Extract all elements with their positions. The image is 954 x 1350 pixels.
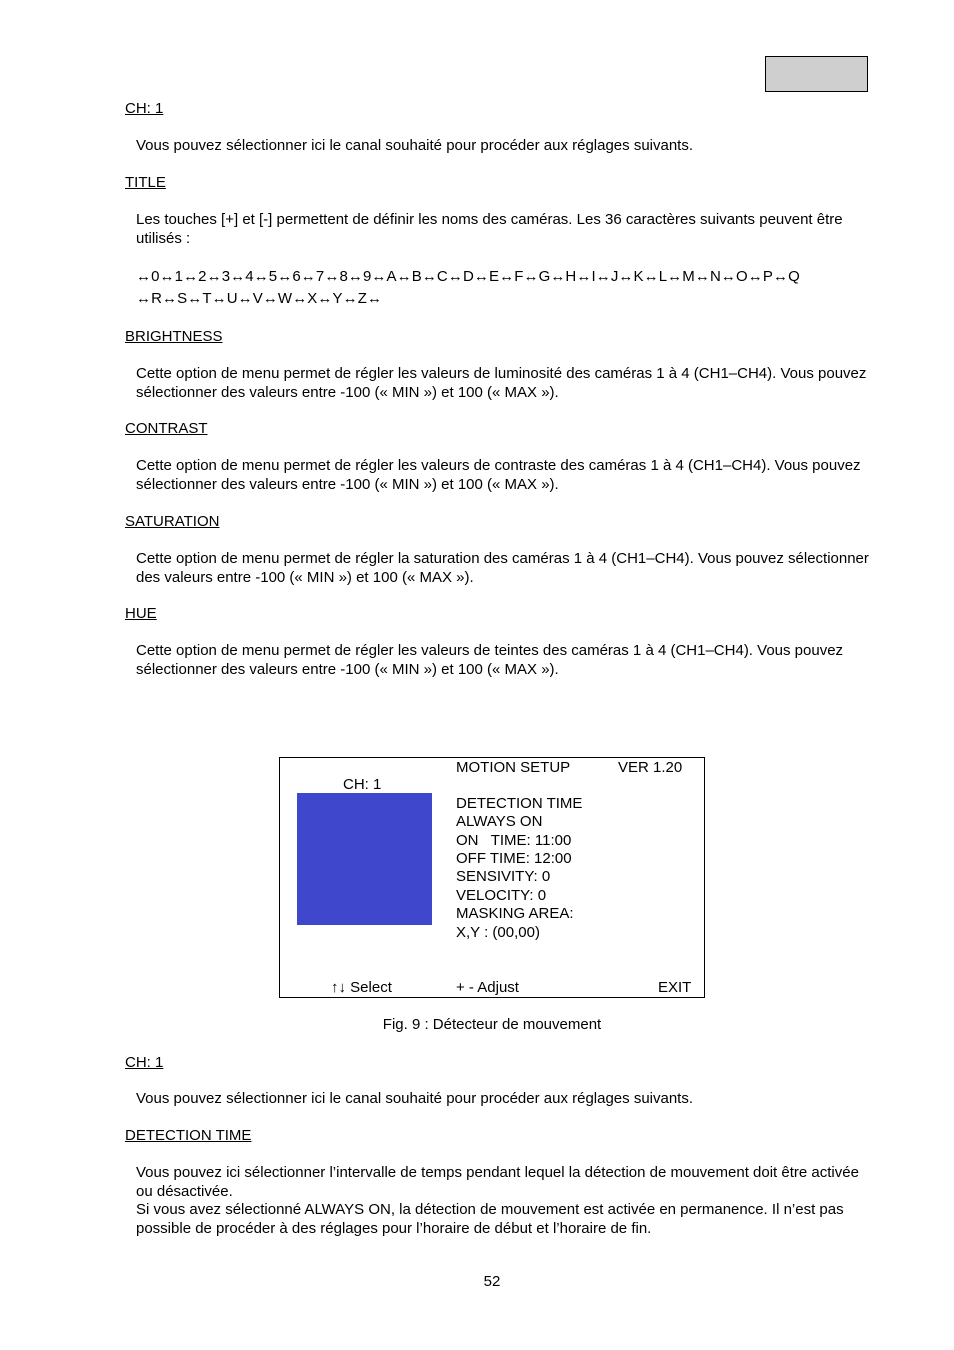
menu-item-on-time: ON TIME: 11:00 <box>456 832 572 849</box>
heading-saturation: SATURATION <box>125 513 220 530</box>
paragraph-detection-time-2: Si vous avez sélectionné ALWAYS ON, la détection de mouvement est activée en permanence. Il n’est pas possible de procéder à des réglages pour l’horaire de début et l’horaire de fin. <box>136 1201 844 1237</box>
header-gray-box <box>765 56 868 92</box>
heading-title: TITLE <box>125 174 166 191</box>
menu-footer-exit: EXIT <box>658 979 692 996</box>
paragraph-ch1-bottom: Vous pouvez sélectionner ici le canal souhaité pour procéder aux réglages suivants. <box>136 1090 694 1107</box>
heading-ch1-bottom: CH: 1 <box>125 1054 164 1071</box>
charset-line-2: ↔R↔S↔T↔U↔V↔W↔X↔Y↔Z↔ <box>136 290 383 307</box>
heading-brightness: BRIGHTNESS <box>125 328 223 345</box>
heading-ch1: CH: 1 <box>125 100 164 117</box>
charset-line-1: ↔0↔1↔2↔3↔4↔5↔6↔7↔8↔9↔A↔B↔C↔D↔E↔F↔G↔H↔I↔J↔K↔L↔M↔N↔O↔P↔Q <box>136 268 800 285</box>
camera-preview <box>297 793 432 925</box>
menu-version: VER 1.20 <box>618 759 683 776</box>
figure-caption: Fig. 9 : Détecteur de mouvement <box>382 1016 602 1033</box>
motion-setup-menu <box>279 757 705 998</box>
menu-item-off-time: OFF TIME: 12:00 <box>456 850 572 867</box>
paragraph-hue: Cette option de menu permet de régler les valeurs de teintes des caméras 1 à 4 (CH1–CH4). Vous pouvez sélectionner des valeurs entre -100 (« MIN ») et 100 (« MAX »). <box>136 642 844 678</box>
menu-footer-select: ↑↓ Select <box>331 979 392 996</box>
menu-item-masking-area: MASKING AREA: <box>456 905 574 922</box>
paragraph-saturation: Cette option de menu permet de régler la saturation des caméras 1 à 4 (CH1–CH4). Vous pouvez sélectionner des valeurs entre -100 (« MIN ») et 100 (« MAX »). <box>136 550 869 586</box>
heading-hue: HUE <box>125 605 157 622</box>
page-number: 52 <box>483 1273 501 1290</box>
menu-channel: CH: 1 <box>343 776 382 793</box>
menu-item-xy: X,Y : (00,00) <box>456 924 540 941</box>
paragraph-detection-time-1: Vous pouvez ici sélectionner l’intervalle de temps pendant lequel la détection de mouvement doit être activée ou désactivée. <box>136 1164 859 1200</box>
paragraph-contrast: Cette option de menu permet de régler les valeurs de contraste des caméras 1 à 4 (CH1–CH4). Vous pouvez sélectionner des valeurs entre -100 (« MIN ») et 100 (« MAX »). <box>136 457 861 493</box>
menu-item-detection-time: DETECTION TIME <box>456 795 583 812</box>
menu-item-always-on: ALWAYS ON <box>456 813 543 830</box>
menu-item-velocity: VELOCITY: 0 <box>456 887 547 904</box>
menu-footer-adjust: + - Adjust <box>456 979 519 996</box>
paragraph-ch1: Vous pouvez sélectionner ici le canal souhaité pour procéder aux réglages suivants. <box>136 137 694 154</box>
menu-item-sensivity: SENSIVITY: 0 <box>456 868 551 885</box>
menu-title: MOTION SETUP <box>456 759 571 776</box>
paragraph-brightness: Cette option de menu permet de régler les valeurs de luminosité des caméras 1 à 4 (CH1–CH4). Vous pouvez sélectionner des valeurs entre -100 (« MIN ») et 100 (« MAX »). <box>136 365 867 401</box>
heading-contrast: CONTRAST <box>125 420 208 437</box>
heading-detection-time: DETECTION TIME <box>125 1127 252 1144</box>
paragraph-title: Les touches [+] et [-] permettent de définir les noms des caméras. Les 36 caractères suivants peuvent être utilisés : <box>136 211 843 247</box>
